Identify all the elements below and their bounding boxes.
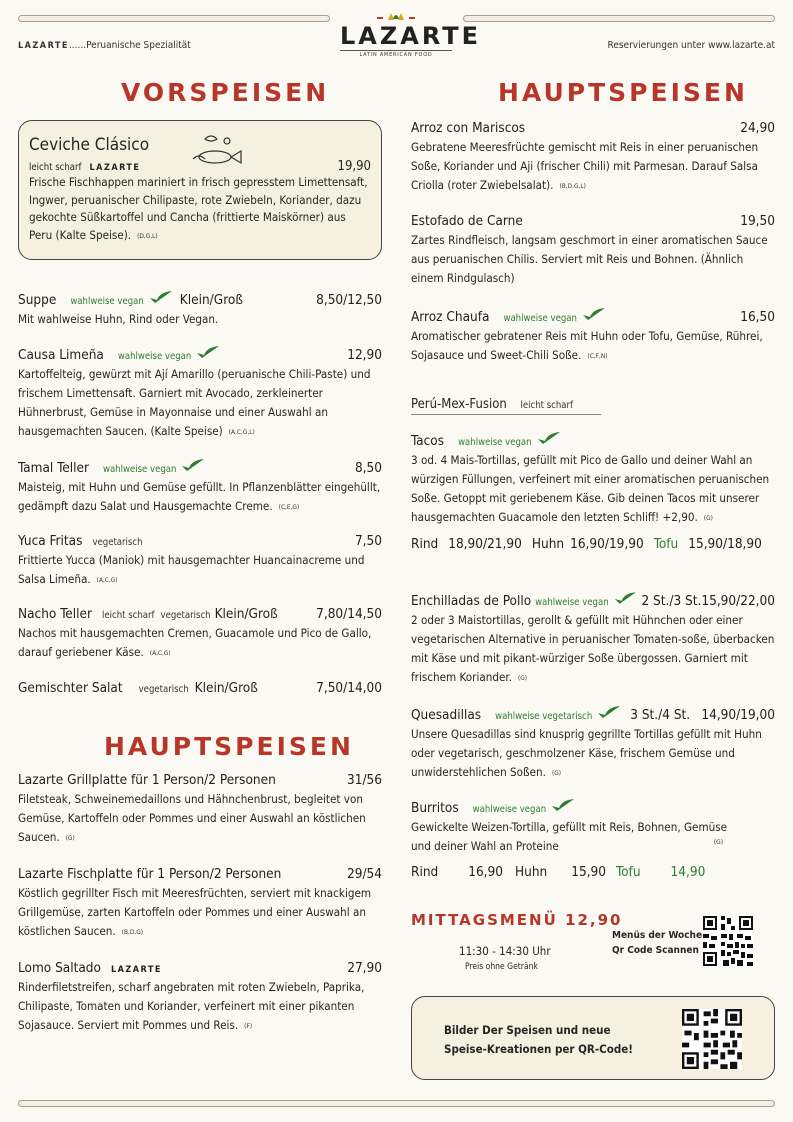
ceviche-desc: [29, 174, 371, 245]
burritos-desc-text: Gewickelte Weizen-Tortilla, gefüllt mit Reis, Bohnen, Gemüse und deiner Wahl an Proteine: [411, 820, 728, 853]
yuca-tag: vegetarisch: [92, 537, 143, 548]
tacos-desc: [411, 451, 775, 528]
tacos-huhn: Huhn: [531, 536, 565, 552]
grill-desc-text: Filetsteak, Schweinemedaillons und Hähnchenbrust, begleitet von Gemüse, Kartoffeln oder Pommes und einer Auswahl an köstlichen Saucen.: [18, 792, 366, 844]
logo-subtitle: LATIN AMERICAN FOOD: [340, 50, 452, 58]
mittag-title: MITTAGSMENÜ 12,90: [411, 911, 623, 929]
arroz-mariscos-name: Arroz con Mariscos: [411, 120, 526, 136]
quesadillas-allergens: (G): [551, 769, 562, 777]
leaf-icon: [581, 307, 607, 321]
mittag-qr-label: [612, 928, 702, 958]
burritos-huhn: Huhn: [515, 864, 548, 880]
enchiladas-vegan: wahlweise vegan: [535, 597, 609, 608]
quesadillas-desc-text: Unsere Quesadillas sind knusprig gegrillte Tortillas gefüllt mit Huhn oder vegetarisch, geschmolzener Käse, frischem Gemüse und unwiderstehlichen Soßen.: [411, 727, 762, 779]
item-estofado: [411, 213, 775, 288]
arroz-mariscos-desc: [411, 138, 775, 196]
nacho-price: 7,80/14,50: [316, 606, 382, 622]
fisch-desc: [18, 884, 382, 942]
section-hauptspeisen-left: HAUPTSPEISEN: [104, 732, 354, 761]
lomo-price: 27,90: [347, 960, 382, 976]
burritos-tofu: Tofu: [616, 864, 641, 880]
grill-allergens: (G): [65, 834, 75, 842]
item-yuca: [18, 533, 382, 590]
chaufa-desc: [411, 327, 775, 366]
qr-promo-line1: Bilder Der Speisen und neue: [444, 1023, 611, 1037]
quesadillas-name: Quesadillas: [411, 707, 482, 723]
lomo-name: Lomo Saltado: [18, 960, 101, 976]
arroz-mariscos-price: 24,90: [740, 120, 775, 136]
tamal-desc-text: Maisteig, mit Huhn und Gemüse gefüllt. In Pflanzenblätter eingehüllt, gedämpft dazu Salat und Hausgemachte Creme.: [18, 480, 381, 513]
leaf-icon: [195, 345, 221, 359]
salat-name: Gemischter Salat: [18, 680, 123, 696]
tacos-prices: [411, 536, 775, 552]
burritos-tofu-price: 14,90: [670, 864, 706, 880]
suppe-desc: Mit wahlweise Huhn, Rind oder Vegan.: [18, 312, 219, 326]
fish-icon: [189, 131, 245, 167]
burritos-rind: Rind: [411, 864, 439, 880]
section-vorspeisen: VORSPEISEN: [121, 78, 330, 107]
fusion-header: [411, 397, 573, 412]
item-fisch: [18, 866, 382, 942]
estofado-name: Estofado de Carne: [411, 213, 523, 229]
logo-word: LAZARTE: [340, 22, 482, 50]
leaf-icon: [550, 798, 576, 812]
fisch-allergens: (B,D,G): [121, 928, 144, 936]
grill-price: 31/56: [347, 772, 382, 788]
item-burritos: [411, 798, 775, 880]
salat-size: Klein/Groß: [194, 680, 258, 696]
burritos-huhn-price: 15,90: [571, 864, 606, 880]
tacos-tofu: Tofu: [653, 536, 679, 552]
suppe-size: Klein/Groß: [179, 292, 243, 308]
nacho-name: Nacho Teller: [18, 606, 92, 622]
tacos-vegan: wahlweise vegan: [458, 437, 532, 448]
leaf-icon: [596, 705, 622, 719]
enchiladas-name: Enchilladas de Pollo: [411, 593, 532, 609]
item-chaufa: [411, 307, 775, 366]
yuca-desc: [18, 551, 382, 590]
enchiladas-desc: [411, 611, 775, 688]
burritos-allergens: (G): [713, 838, 723, 846]
section-hauptspeisen-right: HAUPTSPEISEN: [498, 78, 748, 107]
chaufa-name: Arroz Chaufa: [411, 309, 490, 325]
lomo-desc: [18, 978, 382, 1036]
ceviche-box: [18, 120, 382, 260]
causa-desc-text: Kartoffelteig, gewürzt mit Ají Amarillo (peruanische Chili-Paste) und frischem Limettensaft. Garniert mit Avocado, zerkleinerter Hühnerbrust, Gemüse in Mayonnaise und einer Auswahl an hausgemachten Saucen. (Kalte Speise): [18, 367, 371, 438]
estofado-price: 19,50: [740, 213, 775, 229]
fisch-name: Lazarte Fischplatte für 1 Person/2 Personen: [18, 866, 282, 882]
header-brand: LAZARTE: [18, 41, 69, 51]
top-left-bar: [18, 15, 330, 22]
yuca-name: Yuca Fritas: [18, 533, 83, 549]
ceviche-tag: leicht scharf: [29, 162, 82, 173]
nacho-tag1: leicht scharf: [102, 610, 155, 621]
lomo-desc-text: Rinderfiletstreifen, scharf angebraten mit roten Zwiebeln, Paprika, Chilipaste, Tomaten und Koriander, verfeinert mit einer pikanten Sojasauce. Serviert mit Pommes und Reis.: [18, 980, 365, 1032]
suppe-vegan: wahlweise vegan: [70, 296, 144, 307]
item-grill: [18, 772, 382, 848]
ceviche-price: 19,90: [337, 159, 371, 174]
item-lomo: [18, 960, 382, 1036]
qr-promo-text: [444, 1021, 633, 1059]
yuca-price: 7,50: [354, 533, 382, 549]
nacho-tag2: vegetarisch: [160, 610, 211, 621]
enchiladas-allergens: (G): [517, 674, 528, 682]
fisch-price: 29/54: [347, 866, 382, 882]
header-reservation: Reservierungen unter www.lazarte.at: [607, 40, 775, 51]
item-tacos: [411, 431, 775, 552]
qr-code-icon[interactable]: [682, 1009, 742, 1069]
qr-code-icon[interactable]: [703, 916, 753, 966]
header-dots: ......: [68, 40, 87, 51]
salat-tag: vegetarisch: [138, 684, 189, 695]
item-enchiladas: [411, 591, 775, 688]
causa-desc: [18, 365, 382, 442]
tacos-huhn-price: 16,90/19,90: [570, 536, 644, 552]
chaufa-allergens: (C,F,N): [587, 352, 608, 360]
burritos-rind-price: 16,90: [468, 864, 503, 880]
burritos-vegan: wahlweise vegan: [472, 804, 547, 815]
tamal-desc: [18, 478, 382, 517]
header-left: [18, 40, 191, 51]
tacos-rind-price: 18,90/21,90: [448, 536, 522, 552]
chaufa-desc-text: Aromatischer gebratener Reis mit Huhn oder Tofu, Gemüse, Rührei, Sojasauce und Sweet-Chili Soße.: [411, 329, 763, 362]
causa-name: Causa Limeña: [18, 347, 104, 363]
item-quesadillas: [411, 705, 775, 783]
fusion-underline: [411, 414, 601, 415]
enchiladas-size: 2 St./3 St.: [641, 593, 702, 609]
causa-vegan: wahlweise vegan: [117, 351, 192, 362]
quesadillas-price: 14,90/19,00: [701, 707, 775, 723]
mittag-time: 11:30 - 14:30 Uhr: [459, 944, 551, 958]
tacos-name: Tacos: [411, 433, 445, 449]
enchiladas-price: 15,90/22,00: [701, 593, 775, 609]
qr-promo-box: [411, 996, 775, 1080]
item-causa: [18, 345, 382, 442]
tamal-vegan: wahlweise vegan: [102, 464, 177, 475]
header-subtitle: Peruanische Spezialität: [86, 40, 191, 51]
enchiladas-desc-text: 2 oder 3 Maistortillas, gerollt & gefüllt mit Hühnchen oder einer vegetarischen Alternative in peruanischer Tomaten-soße, überbacken mit Käse und mit pikant-würziger Soße übergossen. Garniert mit frischem Koriander.: [411, 613, 775, 684]
tacos-allergens: (G): [703, 514, 713, 522]
ceviche-allergens: (D,G,L): [137, 231, 158, 240]
burritos-desc: [411, 818, 775, 856]
tacos-tofu-price: 15,90/18,90: [688, 536, 762, 552]
logo: [340, 10, 482, 58]
ceviche-name: Ceviche Clásico: [29, 135, 150, 155]
leaf-icon: [536, 431, 562, 445]
leaf-icon: [148, 290, 174, 304]
grill-desc: [18, 790, 382, 848]
nacho-allergens: (A,C,G): [149, 649, 171, 657]
mittag-qr-label2: Qr Code Scannen: [612, 945, 699, 956]
causa-allergens: (A,C,G,L): [228, 428, 255, 436]
nacho-desc: [18, 624, 382, 663]
nacho-desc-text: Nachos mit hausgemachten Cremen, Guacamole und Pico de Gallo, darauf geriebener Käse.: [18, 626, 372, 659]
item-arroz-mariscos: [411, 120, 775, 196]
quesadillas-desc: [411, 725, 775, 783]
mittag-note: Preis ohne Getränk: [465, 962, 538, 972]
bottom-bar: [18, 1100, 775, 1107]
ceviche-desc-text: Frische Fischhappen mariniert in frisch gepresstem Limettensaft, Ingwer, peruanischer Chilipaste, rote Zwiebeln, Koriander, dazu gekochte Süßkartoffel und Cancha (frittierte Maiskörner) aus Peru (Kalte Speise).: [29, 175, 368, 242]
fisch-desc-text: Köstlich gegrillter Fisch mit Meeresfrüchten, serviert mit knackigem Grillgemüse, zarten Kartoffeln oder Pommes und einer Auswahl an köstlichen Saucen.: [18, 886, 372, 938]
ceviche-brand: LAZARTE: [89, 163, 141, 173]
yuca-allergens: (A,C,G): [96, 576, 118, 584]
tamal-allergens: (C,E,G): [278, 503, 300, 511]
item-salat: [18, 680, 382, 696]
top-right-bar: [463, 15, 775, 22]
mittag-qr-label1: Menüs der Woche: [612, 930, 703, 941]
quesadillas-size: 3 St./4 St.: [630, 707, 691, 723]
item-nacho: [18, 606, 382, 663]
leaf-icon: [180, 458, 206, 472]
salat-price: 7,50/14,00: [316, 680, 382, 696]
fusion-tag: leicht scharf: [520, 400, 574, 411]
suppe-name: Suppe: [18, 292, 57, 308]
item-suppe: [18, 290, 382, 329]
item-tamal: [18, 458, 382, 517]
tacos-desc-text: 3 od. 4 Mais-Tortillas, gefüllt mit Pico de Gallo und deiner Wahl an würzigen Füllungen, verfeinert mit einer aromatischen peruanischen Soße. Getoppt mit geriebenem Käse. Gib deinen Tacos mit unserer hausgemachten Guacamole den letzten Schliff! +2,90.: [411, 453, 770, 524]
suppe-price: 8,50/12,50: [316, 292, 382, 308]
arroz-mariscos-desc-text: Gebratene Meeresfrüchte gemischt mit Reis in einer peruanischen Soße, Koriander und Aji (frischer Chili) mit Parmesan. Darauf Salsa Criolla (roter Zwiebelsalat).: [411, 140, 759, 192]
quesadillas-vegan: wahlweise vegetarisch: [495, 711, 593, 722]
nacho-size: Klein/Groß: [214, 606, 278, 622]
grill-name: Lazarte Grillplatte für 1 Person/2 Personen: [18, 772, 276, 788]
logo-leaves-icon: [371, 11, 421, 21]
arroz-mariscos-allergens: (B,D,G,L): [559, 182, 586, 190]
yuca-desc-text: Frittierte Yucca (Maniok) mit hausgemachter Huancainacreme und Salsa Limeña.: [18, 553, 365, 586]
burritos-prices: [411, 864, 775, 880]
leaf-icon: [613, 591, 638, 605]
chaufa-vegan: wahlweise vegan: [503, 313, 577, 324]
causa-price: 12,90: [347, 347, 382, 363]
fusion-title: Perú-Mex-Fusion: [411, 397, 507, 412]
burritos-name: Burritos: [411, 800, 459, 816]
tamal-price: 8,50: [354, 460, 382, 476]
tamal-name: Tamal Teller: [18, 460, 89, 476]
estofado-desc: Zartes Rindfleisch, langsam geschmort in einer aromatischen Sauce aus peruanischen Chilis. Serviert mit Reis und Bohnen. (Ähnlich einem Rindgulasch): [411, 233, 768, 285]
lomo-brand: LAZARTE: [110, 965, 162, 975]
tacos-rind: Rind: [411, 536, 439, 552]
lomo-allergens: (F): [244, 1022, 253, 1030]
qr-promo-line2: Speise-Kreationen per QR-Code!: [444, 1042, 633, 1056]
chaufa-price: 16,50: [740, 309, 775, 325]
